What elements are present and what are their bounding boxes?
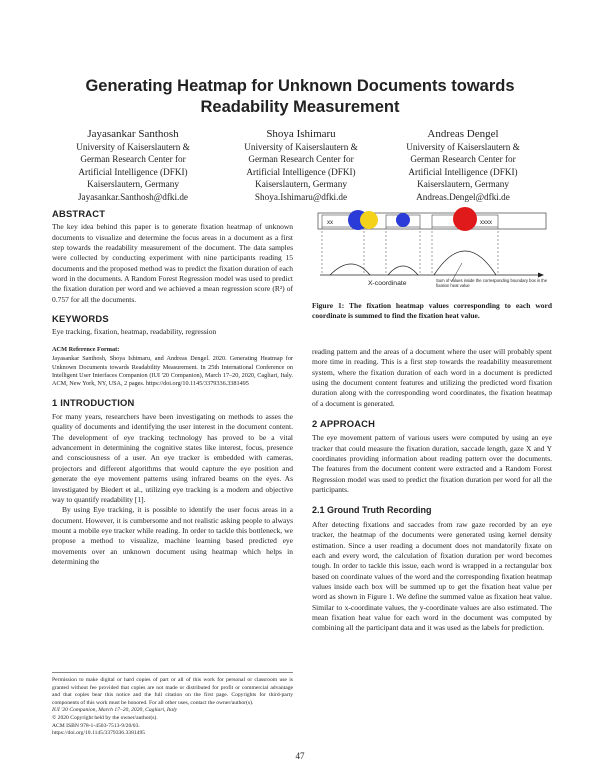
page-number: 47 [295, 751, 305, 761]
left-column [52, 209, 293, 567]
author-affiliation: University of Kaiserslautern & [76, 142, 190, 152]
fixation-blob-yellow [360, 211, 378, 229]
author-affiliation: German Research Center for [80, 154, 186, 165]
paper-title [60, 76, 540, 118]
density-curve [330, 264, 370, 275]
abstract-heading: ABSTRACT [52, 208, 106, 219]
word-label: xxxx [480, 220, 492, 226]
keywords-text: Eye tracking, fixation, heatmap, readability, regression [52, 327, 217, 337]
author-affiliation: Artificial Intelligence (DFKI) [246, 166, 356, 177]
doi-link[interactable]: https://doi.org/10.1145/3379336.3381495 [52, 730, 146, 737]
author-affiliation: University of Kaiserslautern & [406, 142, 520, 152]
title-line-2: Readability Measurement [200, 98, 400, 116]
title-line-1: Generating Heatmap for Unknown Documents towards [85, 77, 515, 95]
introduction-paragraph-1: For many years, researchers have been investigating on methods to asses the quality of documents and identifying the user interest in the document content. The development of eye tracking technology has proved to be a vital advancement in determining the cognitive states like interest, focus, presence and consciousness of a user. An eye tracker is embedded with cameras, projectors and different algorithms that would capture the eye position and generate the eye movement patterns using infrared beams on the eyes. As investigated by Biedert et al., utilizing eye tracking is a modern and objective way to quantify readability [1]. [52, 412, 293, 504]
reference-text: Jayasankar Santhosh, Shoya Ishimaru, and Andreas Dengel. 2020. Generating Heatmap for Unknown Documents towards Readability Measurement. In 25th International Conference on Intelligent User Interfaces Companion (IUI '20 Companion), March 17–20, 2020, Cagliari, Italy. ACM, New York, NY, USA, 2 pages. https://doi.org/10.1145/3379336.3381495 [52, 355, 293, 388]
x-axis-arrow [538, 273, 544, 278]
ground-truth-text: After detecting fixations and saccades from raw gaze recorded by an eye tracker, the heatmap of the documents were generated using kernel density estimation. Since a user reading a document does not mandatorily fixate on each and every word, the calculation of fixation duration per word becomes tough. In order to tackle this issue, each word is wrapped in a rectangular box based on coordinate values of the word and the corresponding fixation heatmap values inside each box will be summed up to get the fixation heat value per word as shown in Figure 1. We define the summed value as fixation heat value. Similar to x-coordinate values, the y-coordinate values are also estimated. The mean fixation heat value for each word in the document was computed by combining all the participant data and it was used as the labels for prediction. [312, 519, 552, 633]
approach-heading: 2 APPROACH [312, 418, 376, 430]
author-affiliation: Artificial Intelligence (DFKI) [78, 166, 188, 177]
keywords-heading: KEYWORDS [52, 313, 109, 325]
density-curve [434, 251, 496, 275]
venue-text: IUI '20 Companion, March 17–20, 2020, Cagliari, Italy [52, 707, 178, 714]
author-block-3 [378, 127, 548, 203]
author-email: Jayasankar.Santhosh@dfki.de [77, 191, 188, 202]
author-block-2 [216, 127, 386, 203]
author-block-1 [48, 127, 218, 203]
author-name: Andreas Dengel [427, 128, 499, 140]
word-label: xx [390, 220, 396, 226]
figure-annotation: Sum of values inside the corresponding boundary box is the fixation heat value [436, 278, 548, 288]
author-affiliation: German Research Center for [248, 154, 354, 165]
author-affiliation: University of Kaiserslautern & [244, 142, 358, 152]
fixation-blob-blue [396, 213, 410, 227]
permission-text: Permission to make digital or hard copies of part or all of this work for personal or classroom use is granted without fee provided that copies are not made or distributed for profit or commercial advantage and that copies bear this notice and the full citation on the first page. Copyrights for third-party components of this work must be honored. For all other uses, contact the owner/author(s). [52, 677, 293, 706]
introduction-heading: 1 INTRODUCTION [52, 396, 135, 408]
reference-heading: ACM Reference Format: [52, 345, 120, 353]
introduction-paragraph-3: reading pattern and the areas of a document where the user will probably spent more time in reading. This is a first step towards the readability measurement system, where the fixation duration of each word in a document is predicted using the document content features and utilizing the predicted word fixation duration along with the corresponding word coordinates, the fixation heatmap of a document is generated. [312, 347, 552, 408]
ground-truth-heading: 2.1 Ground Truth Recording [312, 505, 432, 516]
abstract-text: The key idea behind this paper is to generate fixation heatmap of unknown documents to visualize and determine the focus areas in a document as a first step towards the readability measurement of the document. The data samples were collected by conducting experiment with nine participants reading 15 documents and the proposed method was to predict the fixation duration of each word in the documents. A Random Forest Regression model was used to predict the fixation duration per word and we achieved a mean regression score (R²) of 0.757 for all the documents. [52, 222, 293, 304]
author-location: Kaiserslautern, Germany [87, 179, 179, 190]
introduction-paragraph-2: By using Eye tracking, it is possible to identify the user focus areas in a document. However, it is cumbersome and not realistic asking people to always mount a mobile eye tracker while reading. In order to tackle this bottleneck, we propose a method to visualize, machine learning based predicted eye movements over an unknown document using heatmap which helps in determining the [52, 505, 293, 566]
author-name: Shoya Ishimaru [266, 128, 336, 140]
author-location: Kaiserslautern, Germany [255, 179, 347, 190]
figure-caption: Figure 1: The fixation heatmap values corresponding to each word coordinate is summed to find the fixation heat value. [312, 301, 552, 321]
right-column-body [312, 347, 552, 634]
x-axis-label: X-coordinate [368, 280, 407, 287]
author-location: Kaiserslautern, Germany [417, 179, 509, 190]
isbn-text: ACM ISBN 978-1-4503-7513-9/20/03. [52, 722, 140, 729]
density-curve [388, 266, 418, 275]
author-affiliation: Artificial Intelligence (DFKI) [408, 166, 518, 177]
fixation-blob-red [453, 207, 477, 231]
right-column [312, 301, 552, 322]
figure-1 [312, 207, 552, 291]
word-label: xx [327, 220, 333, 226]
author-name: Jayasankar Santhosh [87, 128, 179, 140]
author-affiliation: German Research Center for [410, 154, 516, 165]
approach-text: The eye movement pattern of various users were computed by using an eye tracker that could measure the fixation duration, saccade length, gaze X and Y coordinates providing information about reading pattern over the documents. The features from the document content were extracted and a Random Forest Regression model was used to predict the fixation duration per word for all the participants. [312, 433, 552, 495]
permission-block [52, 672, 293, 738]
copyright-text: © 2020 Copyright held by the owner/author(s). [52, 714, 158, 721]
author-email: Shoya.Ishimaru@dfki.de [254, 191, 348, 202]
author-email: Andreas.Dengel@dfki.de [416, 191, 510, 202]
